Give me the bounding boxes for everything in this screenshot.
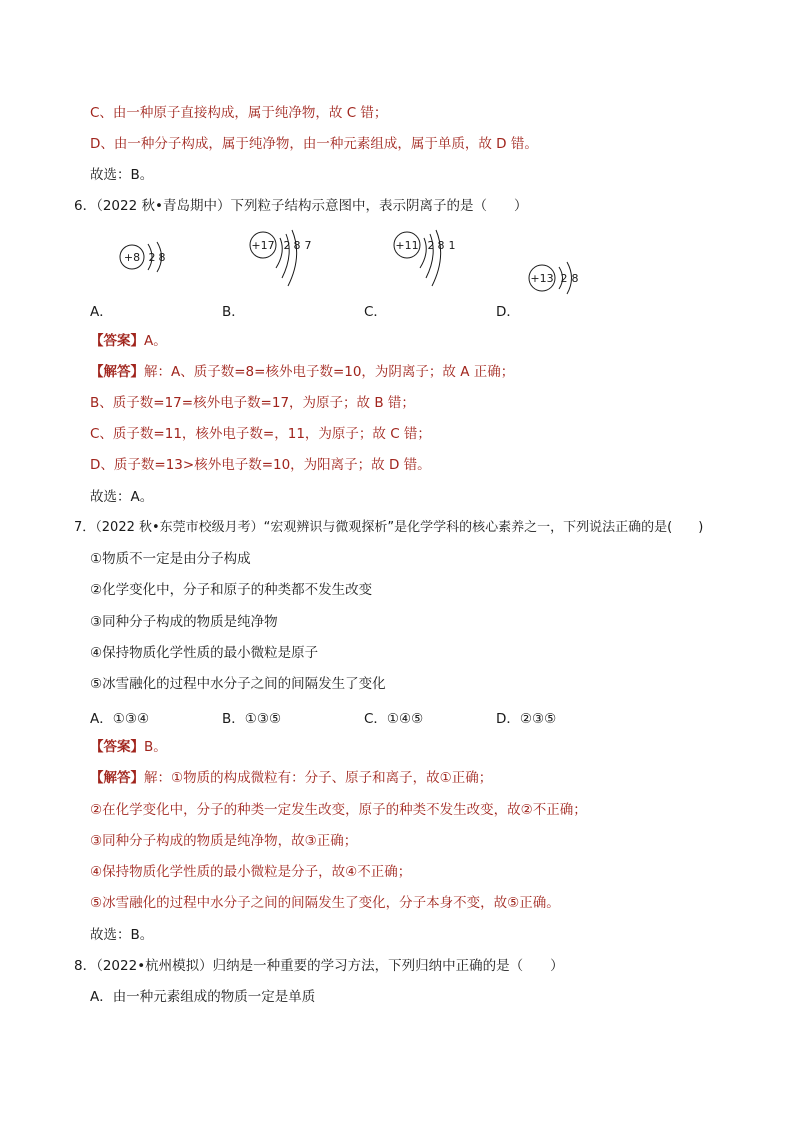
question-6-stem: 6．（2022 秋•青岛期中）下列粒子结构示意图中，表示阴离子的是（ ） [74,198,528,214]
analysis-line: C、质子数=11，核外电子数=，11，为原子；故 C 错； [90,426,431,442]
analysis-line [90,769,492,787]
nucleus-label: +11 [395,239,419,252]
shell-label: 2 [148,251,156,264]
analysis-line-c: C、由一种原子直接构成，属于纯净物，故 C 错； [90,105,388,121]
option-b-letter: B． [222,304,245,320]
shell-label: 8 [158,251,166,264]
statement: ⑤冰雪融化的过程中水分子之间的间隔发生了变化 [90,676,386,692]
answer-tag: 【答案】 [90,333,144,349]
analysis-line: ⑤冰雪融化的过程中水分子之间的间隔发生了变化，分子本身不变，故⑤正确。 [90,895,560,911]
analysis-tag: 【解答】 [90,770,144,786]
statement: ①物质不一定是由分子构成 [90,551,251,567]
option-c: C．①④⑤ [364,711,424,727]
analysis-line: ④保持物质化学性质的最小微粒是分子，故④不正确； [90,864,412,880]
shell-label: 2 [283,239,291,252]
answer-line [90,332,167,350]
analysis-text: 解：①物质的构成微粒有：分子、原子和离子，故①正确； [144,770,493,786]
statement: ③同种分子构成的物质是纯净物 [90,614,278,630]
option-c-letter: C． [364,304,387,320]
option-a-letter: A． [90,304,113,320]
shell-label: 8 [437,239,445,252]
option-d-letter: D． [496,304,520,320]
analysis-text: 解：A、质子数=8=核外电子数=10，为阴离子；故 A 正确； [144,364,515,380]
shell-label: 7 [304,239,312,252]
answer-value: A。 [144,333,167,349]
option-b: B．①③⑤ [222,711,282,727]
nucleus-label: +13 [530,272,554,285]
analysis-line-d: D、由一种分子构成，属于纯净物，由一种元素组成，属于单质，故 D 错。 [90,136,538,152]
atom-diagram-a [112,236,192,296]
atom-diagram-d [524,258,604,308]
analysis-line: B、质子数=17=核外电子数=17，为原子；故 B 错； [90,395,415,411]
answer-line [90,738,167,756]
statement: ④保持物质化学性质的最小微粒是原子 [90,645,319,661]
shell-label: 1 [448,239,456,252]
choose-line: 故选：B。 [90,167,154,183]
nucleus-label: +17 [251,239,275,252]
atom-diagram-b [246,228,336,298]
atom-diagram-c [390,228,480,298]
choose-line: 故选：A。 [90,489,154,505]
question-7-stem: 7．（2022 秋•东莞市校级月考）“宏观辨识与微观探析”是化学学科的核心素养之一，下列说法正确的是( ) [74,520,704,535]
answer-value: B。 [144,739,167,755]
shell-label: 8 [293,239,301,252]
option-a: A．①③④ [90,711,150,727]
shell-label: 2 [560,272,568,285]
nucleus-label: +8 [123,251,141,264]
analysis-line: ②在化学变化中，分子的种类一定发生改变，原子的种类不发生改变，故②不正确； [90,802,587,818]
answer-tag: 【答案】 [90,739,144,755]
shell-label: 2 [427,239,435,252]
shell-label: 8 [571,272,579,285]
statement: ②化学变化中，分子和原子的种类都不发生改变 [90,582,373,598]
analysis-line: ③同种分子构成的物质是纯净物，故③正确； [90,833,358,849]
analysis-line [90,363,514,381]
analysis-line: D、质子数=13>核外电子数=10，为阳离子；故 D 错。 [90,457,431,473]
option-d: D．②③⑤ [496,711,557,727]
analysis-tag: 【解答】 [90,364,144,380]
option-a: A．由一种元素组成的物质一定是单质 [90,989,316,1005]
question-8-stem: 8．（2022•杭州模拟）归纳是一种重要的学习方法，下列归纳中正确的是（ ） [74,958,564,974]
choose-line: 故选：B。 [90,927,154,943]
